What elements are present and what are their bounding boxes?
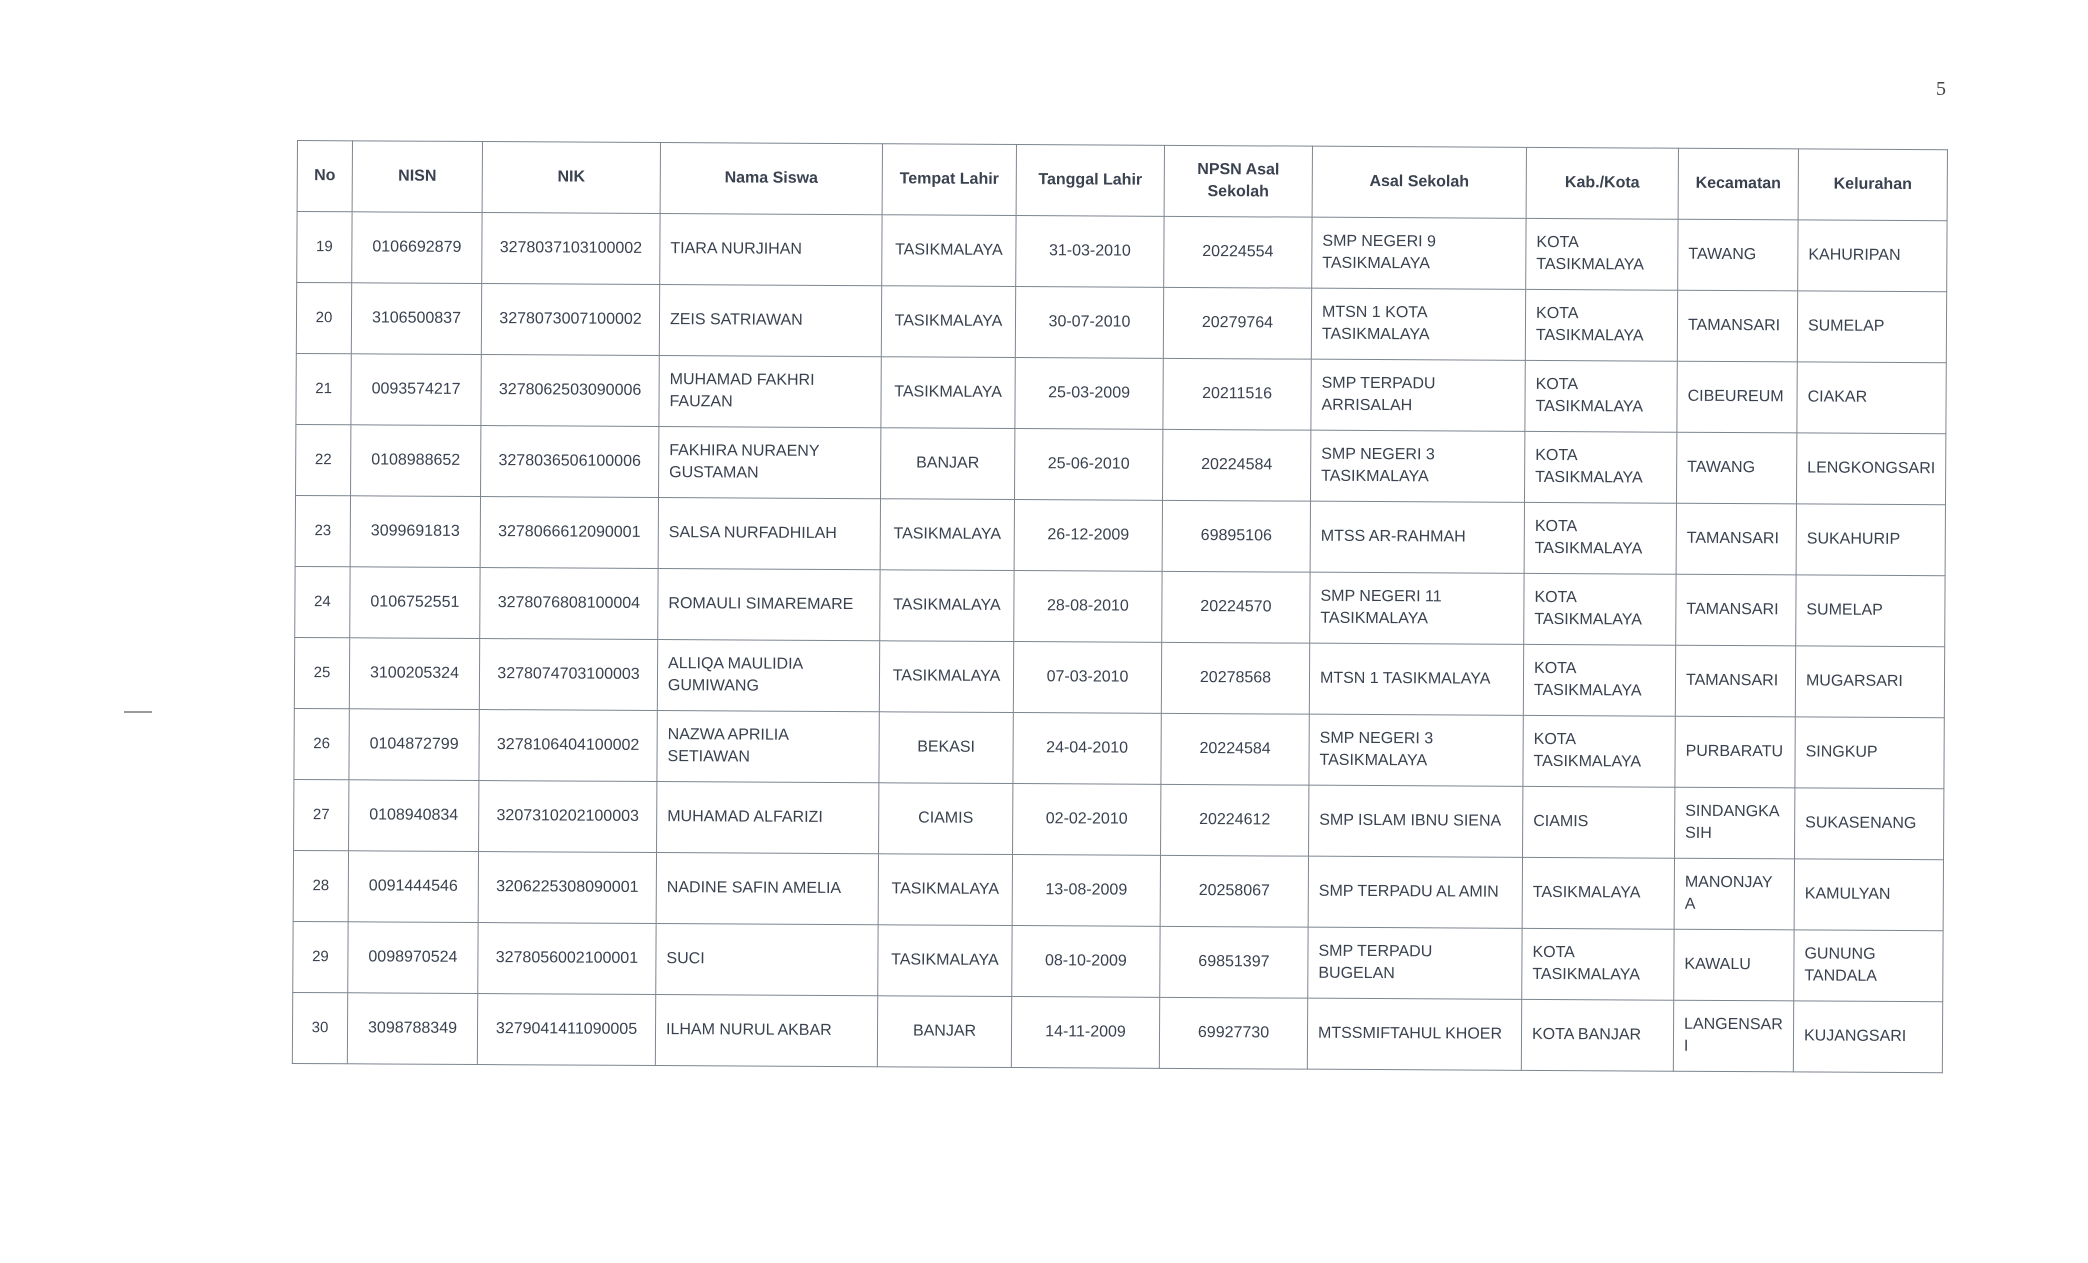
cell-nik: 3278037103100002 [482,213,660,285]
cell-tanggal-lahir: 02-02-2010 [1013,784,1161,856]
cell-no: 23 [295,495,350,566]
cell-asal-sekolah: SMP NEGERI 11 TASIKMALAYA [1310,572,1524,644]
cell-kelurahan: SUKASENANG [1795,788,1944,860]
cell-kecamatan: PURBARATU [1675,716,1795,788]
cell-kecamatan: TAMANSARI [1675,645,1795,717]
cell-tempat-lahir: TASIKMALAYA [878,925,1012,997]
cell-npsn: 20258067 [1160,855,1308,927]
cell-tanggal-lahir: 31-03-2010 [1016,216,1164,288]
cell-nama-siswa: SUCI [656,924,878,996]
cell-asal-sekolah: SMP TERPADU AL AMIN [1308,856,1522,928]
cell-kelurahan: SUMELAP [1796,575,1945,647]
cell-kelurahan: CIAKAR [1797,362,1946,434]
cell-no: 24 [295,566,350,637]
cell-nama-siswa: NAZWA APRILIA SETIAWAN [657,711,879,783]
cell-kelurahan: LENGKONGSARI [1796,433,1945,505]
cell-kab-kota: CIAMIS [1523,786,1675,858]
cell-nama-siswa: MUHAMAD FAKHRI FAUZAN [659,356,881,428]
cell-asal-sekolah: MTSN 1 KOTA TASIKMALAYA [1311,288,1525,360]
cell-no: 29 [293,921,348,992]
cell-no: 25 [294,637,349,708]
cell-tempat-lahir: TASIKMALAYA [882,215,1016,287]
cell-kelurahan: MUGARSARI [1795,646,1944,718]
cell-tempat-lahir: TASIKMALAYA [880,570,1014,642]
cell-kecamatan: TAMANSARI [1676,503,1796,575]
cell-nisn: 0104872799 [349,709,479,781]
cell-kab-kota: KOTA TASIKMALAYA [1523,644,1675,716]
cell-nisn: 3106500837 [351,283,481,355]
cell-nisn: 3100205324 [349,638,479,710]
cell-kelurahan: GUNUNG TANDALA [1794,930,1943,1002]
cell-tempat-lahir: BEKASI [879,712,1013,784]
cell-tanggal-lahir: 14-11-2009 [1011,997,1159,1069]
page-number: 5 [1936,78,1946,100]
cell-tanggal-lahir: 13-08-2009 [1012,855,1160,927]
cell-nisn: 0108988652 [351,425,481,497]
cell-kecamatan: TAWANG [1676,432,1796,504]
cell-no: 21 [296,353,351,424]
cell-kab-kota: KOTA TASIKMALAYA [1526,218,1678,290]
cell-kab-kota: TASIKMALAYA [1522,857,1674,929]
header-kecamatan: Kecamatan [1678,148,1798,220]
cell-nik: 3278056002100001 [478,923,656,995]
cell-nik: 3278076808100004 [480,568,658,640]
cell-kelurahan: KUJANGSARI [1793,1001,1942,1073]
cell-asal-sekolah: MTSN 1 TASIKMALAYA [1309,643,1523,715]
cell-nik: 3278106404100002 [479,710,657,782]
cell-nisn: 0091444546 [348,851,478,923]
header-npsn: NPSN Asal Sekolah [1164,145,1312,217]
cell-nama-siswa: MUHAMAD ALFARIZI [657,782,879,854]
cell-nik: 3278036506100006 [481,426,659,498]
header-tanggal-lahir: Tanggal Lahir [1016,145,1164,217]
cell-kab-kota: KOTA TASIKMALAYA [1524,431,1676,503]
table-row [293,850,1943,930]
cell-npsn: 69851397 [1160,926,1308,998]
cell-kelurahan: SUMELAP [1797,291,1946,363]
cell-kecamatan: TAMANSARI [1677,290,1797,362]
cell-kelurahan: KAHURIPAN [1798,220,1947,292]
cell-no: 30 [292,992,347,1063]
cell-nisn: 0098970524 [348,922,478,994]
cell-tempat-lahir: CIAMIS [879,783,1013,855]
cell-nik: 3279041411090005 [477,994,655,1066]
cell-nisn: 3099691813 [350,496,480,568]
cell-nisn: 0106692879 [352,212,482,284]
cell-nama-siswa: SALSA NURFADHILAH [658,498,880,570]
cell-no: 26 [294,708,349,779]
cell-nisn: 3098788349 [347,993,477,1065]
cell-no: 19 [297,212,352,283]
cell-nisn: 0106752551 [350,567,480,639]
cell-nik: 3206225308090001 [478,852,656,924]
cell-npsn: 69927730 [1159,997,1307,1069]
cell-nama-siswa: FAKHIRA NURAENY GUSTAMAN [659,427,881,499]
table-row [293,921,1943,1001]
cell-tempat-lahir: TASIKMALAYA [881,286,1015,358]
cell-kab-kota: KOTA TASIKMALAYA [1524,502,1676,574]
cell-tempat-lahir: BANJAR [877,996,1011,1068]
header-asal-sekolah: Asal Sekolah [1312,146,1526,218]
cell-no: 20 [296,283,351,354]
student-table-wrapper [292,140,1947,1073]
table-row [296,353,1946,433]
cell-tanggal-lahir: 28-08-2010 [1014,571,1162,643]
table-row [296,283,1946,363]
cell-kelurahan: SUKAHURIP [1796,504,1945,576]
cell-nama-siswa: TIARA NURJIHAN [660,214,882,286]
cell-tempat-lahir: BANJAR [881,428,1015,500]
cell-nama-siswa: ROMAULI SIMAREMARE [658,569,880,641]
table-row [294,779,1944,859]
table-row [297,212,1947,292]
header-kab-kota: Kab./Kota [1526,147,1678,219]
cell-kab-kota: KOTA BANJAR [1521,999,1673,1071]
cell-asal-sekolah: SMP NEGERI 3 TASIKMALAYA [1310,430,1524,502]
cell-kelurahan: KAMULYAN [1794,859,1943,931]
cell-tanggal-lahir: 30-07-2010 [1015,287,1163,359]
cell-npsn: 20224554 [1164,216,1312,288]
table-row [292,992,1942,1072]
cell-tanggal-lahir: 25-03-2009 [1015,358,1163,430]
cell-asal-sekolah: SMP TERPADU ARRISALAH [1311,359,1525,431]
table-row [295,566,1945,646]
header-tempat-lahir: Tempat Lahir [882,144,1016,216]
cell-no: 22 [296,424,351,495]
table-row [295,495,1945,575]
cell-kecamatan: TAWANG [1678,219,1798,291]
header-nisn: NISN [352,141,482,213]
cell-kecamatan: KAWALU [1674,929,1794,1001]
cell-tempat-lahir: TASIKMALAYA [881,357,1015,429]
cell-npsn: 69895106 [1162,500,1310,572]
cell-nik: 3278062503090006 [481,355,659,427]
cell-kecamatan: TAMANSARI [1676,574,1796,646]
cell-tanggal-lahir: 07-03-2010 [1013,642,1161,714]
cell-kab-kota: KOTA TASIKMALAYA [1522,928,1674,1000]
cell-kab-kota: KOTA TASIKMALAYA [1524,573,1676,645]
cell-tanggal-lahir: 26-12-2009 [1014,500,1162,572]
cell-kab-kota: KOTA TASIKMALAYA [1525,360,1677,432]
cell-nama-siswa: ALLIQA MAULIDIA GUMIWANG [657,640,879,712]
cell-npsn: 20211516 [1163,358,1311,430]
cell-tempat-lahir: TASIKMALAYA [880,499,1014,571]
cell-npsn: 20278568 [1161,642,1309,714]
cell-npsn: 20224612 [1161,784,1309,856]
cell-nisn: 0093574217 [351,354,481,426]
cell-asal-sekolah: SMP TERPADU BUGELAN [1308,927,1522,999]
header-nik: NIK [482,142,660,214]
cell-nik: 3278066612090001 [480,497,658,569]
cell-npsn: 20224584 [1163,429,1311,501]
cell-kab-kota: KOTA TASIKMALAYA [1525,289,1677,361]
cell-nama-siswa: ZEIS SATRIAWAN [659,285,881,357]
cell-kecamatan: SINDANGKA SIH [1675,787,1795,859]
cell-npsn: 20279764 [1163,287,1311,359]
cell-nama-siswa: ILHAM NURUL AKBAR [655,995,877,1067]
cell-tanggal-lahir: 25-06-2010 [1015,429,1163,501]
cell-tanggal-lahir: 24-04-2010 [1013,713,1161,785]
cell-no: 27 [294,779,349,850]
cell-nik: 3207310202100003 [479,781,657,853]
cell-no: 28 [293,850,348,921]
cell-nik: 3278074703100003 [479,639,657,711]
cell-npsn: 20224584 [1161,713,1309,785]
cell-asal-sekolah: SMP NEGERI 3 TASIKMALAYA [1309,714,1523,786]
cell-tempat-lahir: TASIKMALAYA [878,854,1012,926]
cell-asal-sekolah: SMP ISLAM IBNU SIENA [1309,785,1523,857]
cell-tanggal-lahir: 08-10-2009 [1012,926,1160,998]
scan-mark [124,711,152,713]
student-table [292,140,1948,1073]
cell-nisn: 0108940834 [349,780,479,852]
table-row [296,424,1946,504]
cell-kab-kota: KOTA TASIKMALAYA [1523,715,1675,787]
header-no: No [297,141,352,212]
cell-kelurahan: SINGKUP [1795,717,1944,789]
cell-kecamatan: MANONJAY A [1674,858,1794,930]
cell-kecamatan: LANGENSAR I [1673,1000,1793,1072]
cell-nik: 3278073007100002 [481,284,659,356]
cell-nama-siswa: NADINE SAFIN AMELIA [656,853,878,925]
cell-asal-sekolah: SMP NEGERI 9 TASIKMALAYA [1312,217,1526,289]
table-row [294,637,1944,717]
table-header-row [297,141,1947,221]
cell-npsn: 20224570 [1162,571,1310,643]
cell-asal-sekolah: MTSSMIFTAHUL KHOER [1307,998,1521,1070]
cell-tempat-lahir: TASIKMALAYA [879,641,1013,713]
table-row [294,708,1944,788]
header-nama-siswa: Nama Siswa [660,143,882,215]
header-kelurahan: Kelurahan [1798,149,1947,221]
cell-asal-sekolah: MTSS AR-RAHMAH [1310,501,1524,573]
cell-kecamatan: CIBEUREUM [1677,361,1797,433]
